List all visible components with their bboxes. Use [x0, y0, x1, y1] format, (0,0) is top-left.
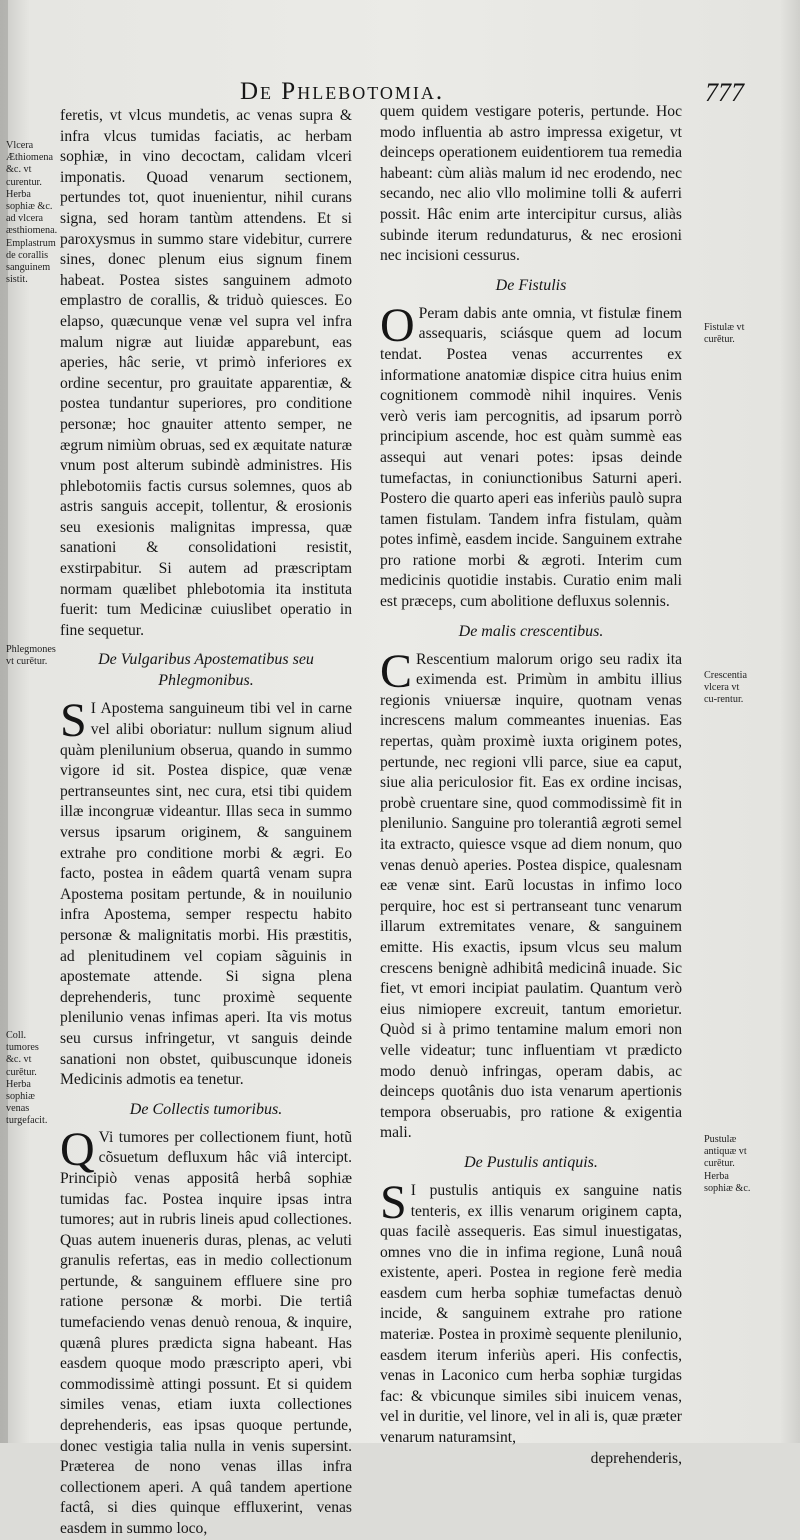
right-intro-paragraph: quem quidem vestigare poteris, pertunde. Hoc modo influentia ab astro impressa exigetur, vt deinceps operationem euidentiorem tua remedia habeant: cùm aliàs malum id nec erodendo, nec secando, nec alio vllo molimine tolli & auferri possit. Hâc enim arte intercipitur cursus, aliàs subinde iterum redundaturus, & nec erosioni nec incisioni cessurus.	[380, 103, 682, 265]
section-collecti-tumores	[60, 1122, 352, 1540]
section-pustulae-text: I pustulis antiquis ex sanguine natis tenteris, ex illis venarum originem capta, quas facilè assequeris. Eas simul inuestigatas, omnes vno die in infima regione, Lunâ nouâ existente, aperi. Postea in regione ferè media easdem cum herba sophiæ tumefactas denuò incide, & sanguinem extrahe pro ratione materiæ. Postea in proximè sequente plenilunio, easdem iterum inferiùs aperi. His confectis, venas in Laconico cum herba sophiæ turgidas fac: & vbicunque similes sibi inuicem venas, vel in duritie, vel linore, vel in ali is, quæ præter venarum naturamsint,	[380, 1181, 682, 1447]
page-number: 777	[705, 78, 744, 107]
section-apostemata-text: I Apostema sanguineum tibi vel in carne vel alibi oboriatur: nullum signum aliud quàm plenilunium obserua, quando in summo vigore id sit. Postea dispice, quæ venæ pertranseuntes sint, nec cura, etsi tibi quidem illæ incongruæ videantur. Illas seca in summo versus ipsarum originem, & sanguinem extrahe pro conditione morbi & ægri. Eo facto, postea in eâdem quartâ venam supra Apostema positam pertunde, & in nouilunio infra Apostema, semper respectu habito personæ & malignitatis morbi. His præstitis, ad plenitudinem vel copiam sãguinis in apostemate attende. Si signa plena deprehenderis, tunc proximè sequente plenilunio venas infimas aperi. Ita vis motus seu cursus infringetur, vt sanguis deinde sanationi non obstet, quibuscunque idoneis Medicinis admotis ea tenetur.	[60, 700, 352, 1089]
catchword: deprehenderis,	[590, 1449, 682, 1467]
margin-note-fistulae: Fistulæ vt curētur.	[704, 322, 745, 346]
margin-note-phlegmones: Phlegmones vt curētur.	[6, 644, 56, 668]
right-column	[380, 102, 682, 1469]
margin-note-collecti-tumores: Coll. tumores &c. vt curētur. Herba sophiæ venas turgefacit.	[6, 1030, 48, 1127]
drop-capital: S	[60, 694, 87, 748]
drop-capital: S	[380, 1175, 407, 1229]
section-heading-mala-crescentia: De malis crescentibus.	[458, 622, 604, 640]
margin-note-crescentia: Crescentia vlcera vt cu-rentur.	[704, 670, 747, 706]
section-mala-crescentia	[380, 644, 682, 1144]
section-heading-pustulae: De Pustulis antiquis.	[464, 1153, 598, 1171]
left-intro-paragraph: feretis, vt vlcus mundetis, ac venas supra & infra vlcus tumidas faciatis, ac herbam sophiæ, in vino decoctam, calidam vlceri imponatis. Quoad venarum sectionem, pertundes tot, quot inuenientur, nihil curans signa, sed horam tantùm attendens. Et si paroxysmus in summo stare videbitur, currere sines, donec plenum eius signum finem habeat. Postea sistes sanguinem admoto emplastro de corallis, & triduò quiesces. Eo elapso, quæcunque venæ vel supra vel infra malum nigræ aut liuidæ apparebunt, eas aperies, hâc serie, vt primò inferiores ex ordine secentur, pro grauitate apparentiæ, & postea tundantur superiores, pro conditione personæ; hoc gnauiter attento semper, ne ægrum nimiùm obruas, sed ex æquitate naturæ vnum post alterum subindè administres. His phlebotomiis factis cursus solemnes, quos ab astris sanguis accepit, tollentur, & erosionis seu exesionis malignitas impressa, quæ sanationi & consolidationi resistit, exstirpabitur. Si autem ad præscriptam normam quælibet phlebotomia ita instituta fuerit: tum Medicinæ cuiuslibet operatio in fine sequetur.	[60, 107, 352, 639]
drop-capital: C	[380, 644, 413, 698]
section-mala-crescentia-text: Rescentium malorum origo seu radix ita eximenda est. Primùm in ambitu illius regionis vniuersæ inquire, quotnam venas increscens malum commeantes inuenias. Eas repertas, quàm proximè iuxta originem potes, pertunde, nec regioni vlli parce, siue ea caput, siue alia periculosior fit. Eas ex ordine incisas, probè cruentare sine, quod commodissimè fit in plenilunio. Sanguine pro tolerantiâ ægroti semel ita extracto, quiesce vsque ad diem nonum, quo venas denuò aperies. Postea dispice, qualesnam eæ venæ sint. Earũ locustas in infimo loco perquire, hoc est si pertranseant tunc venarum illarum extremitates venare, & sanguinem emitte. His exactis, ipsum vlcus seu malum crescens benignè adhibitâ medicinâ inuade. Sic fiet, vt emori incipiat paulatim. Quantum verò eius nimiopere excreuit, tantum emorietur. Quòd si à primo tentamine malum emori non velle videatur; tunc influentiam vt prædicto modo denuò infringas, operam dabis, ac deinceps quotânis duo ista venarum apertionis tempora obseruabis, pro ratione & exigentia mali.	[380, 650, 682, 1142]
section-pustulae	[380, 1175, 682, 1449]
section-fistulae	[380, 298, 682, 613]
section-heading-apostemata: De Vulgaribus Apostematibus seu Phlegmonibus.	[98, 651, 314, 690]
section-apostemata	[60, 694, 352, 1090]
margin-note-pustulae: Pustulæ antiquæ vt curētur. Herba sophiæ &c.	[704, 1134, 751, 1194]
left-column	[60, 106, 352, 1540]
drop-capital: Q	[60, 1122, 95, 1176]
section-collecti-tumores-text: Vi tumores per collectionem fiunt, hotũ cõsuetum defluxum hâc viâ intercipt. Principiò venas appositâ herbâ sophiæ tumidas fac. Postea inquire ipsas intra tumores; aut in rubris lineis apud collectiones. Quas autem inueneris duras, plenas, ac veluti granulis refertas, eas in medio collectionum pertunde, & sanguinem effluere sine pro ratione personæ & morbi. Die tertiâ tumefaciendo venas denuò renoua, & inquire, quænâ plures prædicta signa habeant. Has easdem quoque modo præscripto aperi, vbi commodissimè attingi possunt. Et si quidem similes venas, etiam iuxta collectiones deprehenderis, eas ipsas quoque pertunde, donec vestigia talia nulla in venis supersint. Præterea de nono venas illas infra collectionem aperi. A quâ tandem apertione factâ, si dies quinque effluxerint, venas easdem in summo loco,	[60, 1128, 352, 1537]
margin-note-ulcera: Vlcera Æthiomena &c. vt curentur. Herba sophiæ &c. ad vlcera æsthiomena. Emplastrum de corallis sanguinem sistit.	[6, 140, 58, 286]
section-heading-fistulae: De Fistulis	[495, 276, 567, 294]
drop-capital: O	[380, 298, 415, 352]
running-header: De Phlebotomia.	[240, 78, 445, 105]
section-fistulae-text: Peram dabis ante omnia, vt fistulæ finem assequaris, sciásque quem ad locum tendat. Postea venas accurrentes ex informatione anatomiæ dispice citra huius enim cognitionem commodè nihil inquires. Venis verò veris iam percognitis, ad ipsarum porrò principium ascende, hoc est quàm summè eas assequi aut venari potes: ipsas deinde tumefactas, in coniunctionibus Saturni aperi. Postero die quarto aperi eas inferiùs paulò supra tamen fistulam. Tandem infra fistulam, quàm potes infimè, easdem incide. Sanguinem extrahe pro ratione morbi & ægroti. Interim cum medicinis quotidie instabis. Curatio enim mali est præceps, cum abolitione defluxus solennis.	[380, 304, 682, 611]
section-heading-collecti-tumores: De Collectis tumoribus.	[129, 1100, 283, 1118]
